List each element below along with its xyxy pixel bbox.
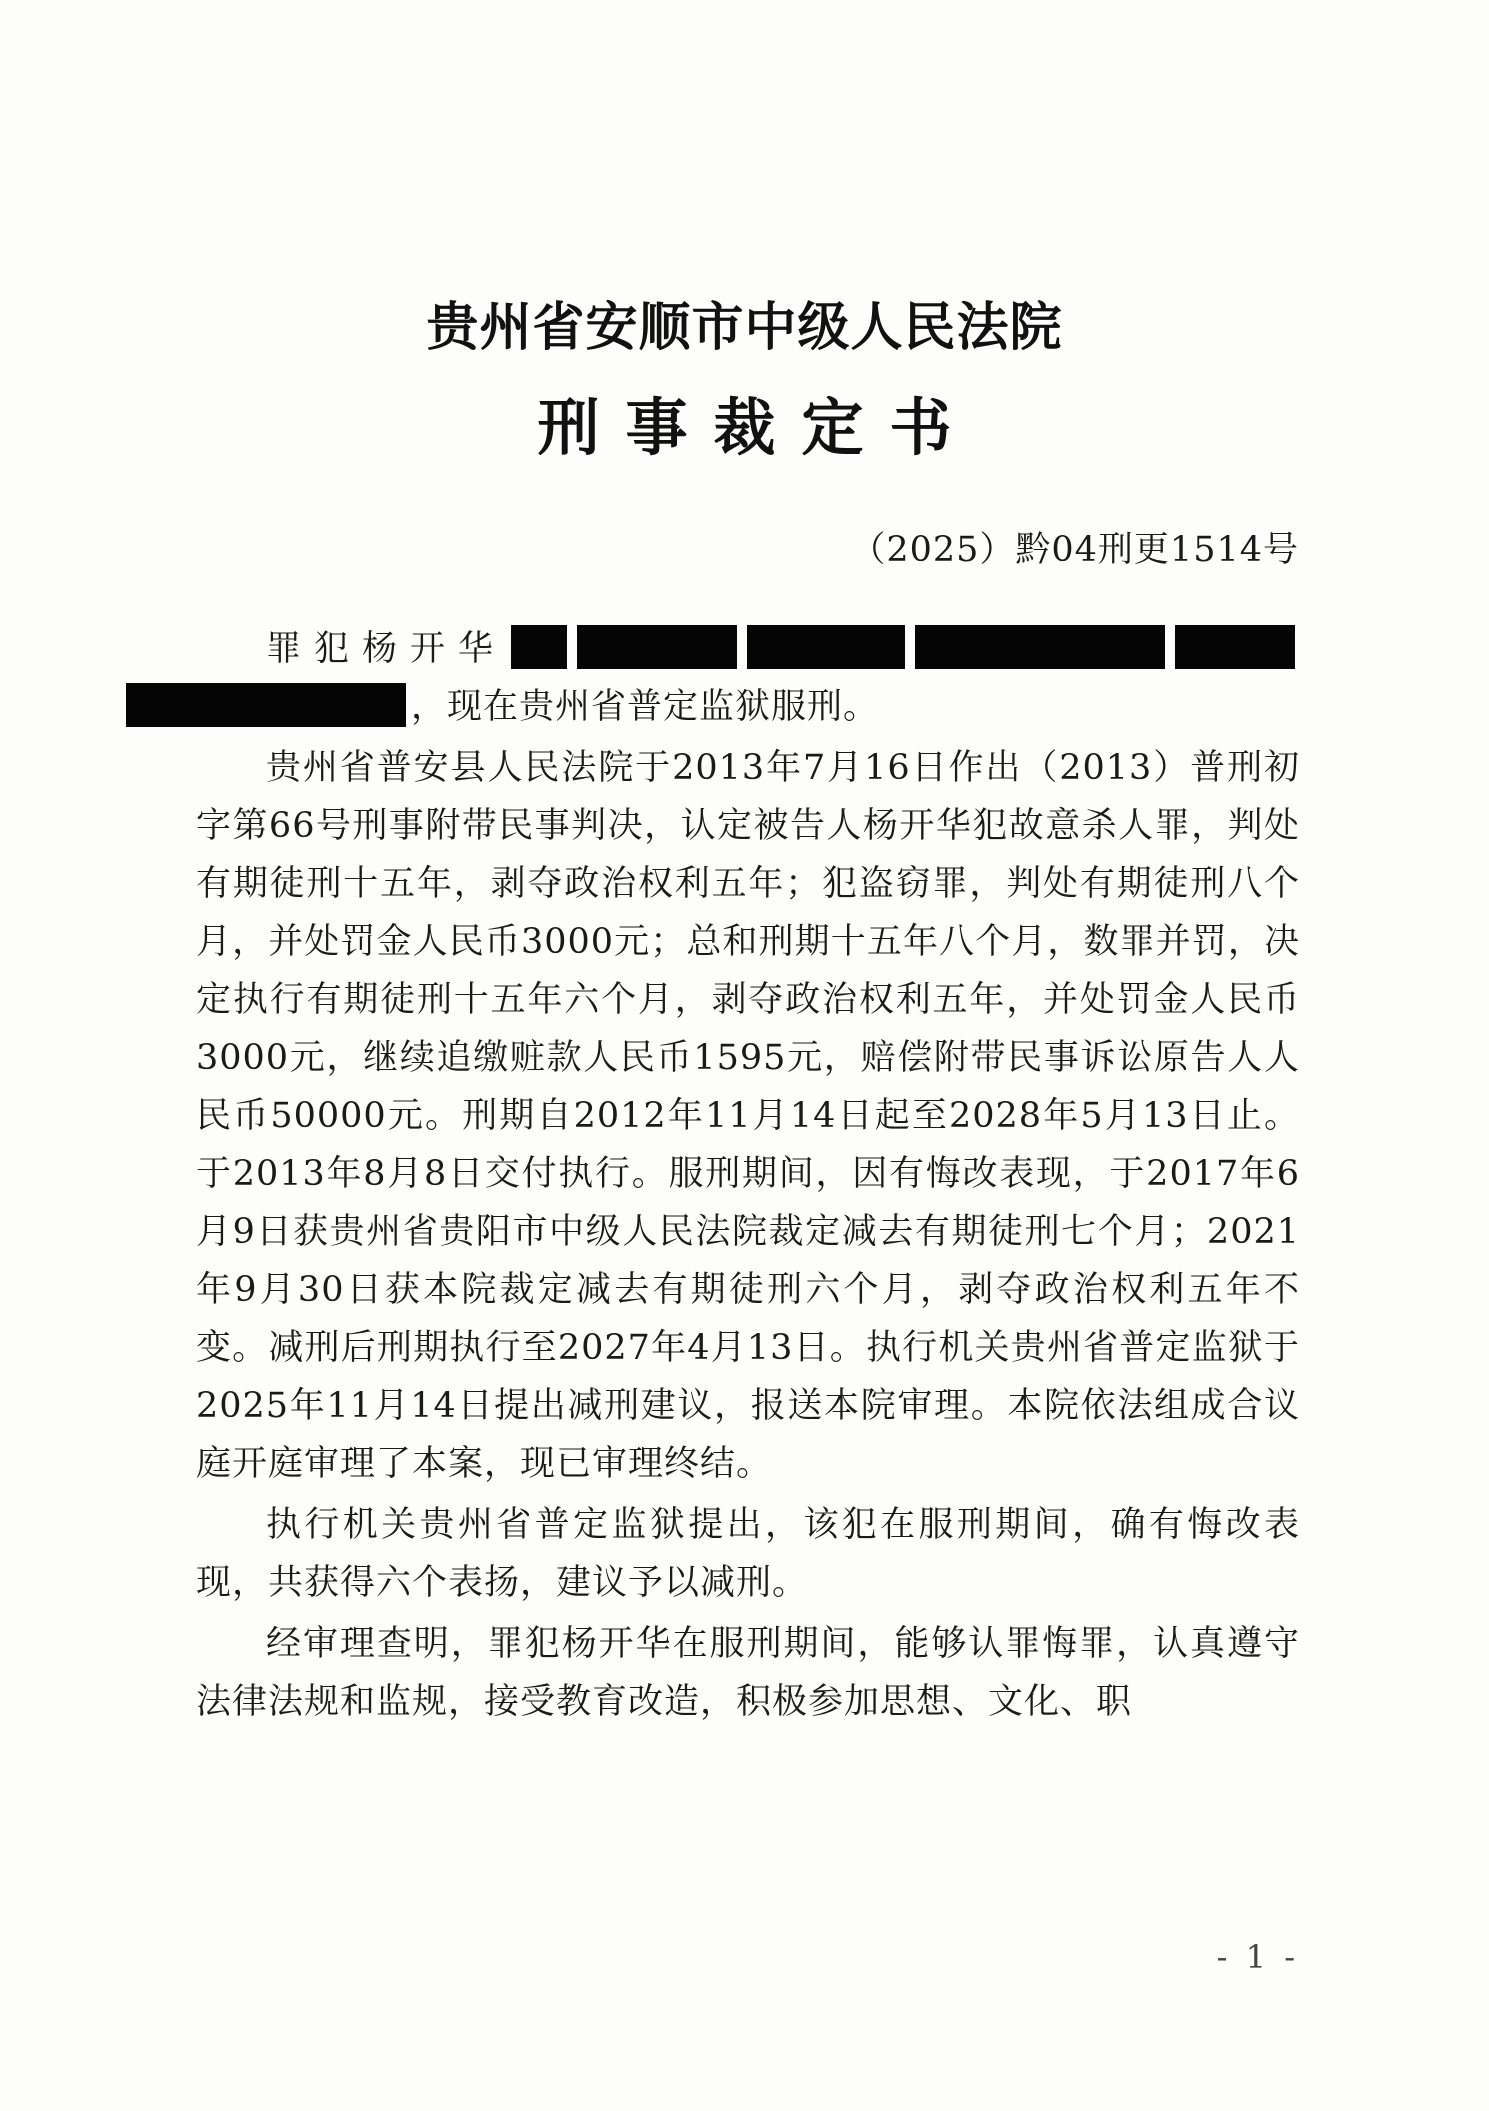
redaction-block: [126, 683, 406, 727]
redaction-block: [747, 625, 905, 669]
redaction-block: [915, 625, 1165, 669]
redaction-block: [511, 625, 567, 669]
defendant-location: ，现在贵州省普定监狱服刑。: [411, 687, 880, 727]
court-name: 贵州省安顺市中级人民法院: [426, 298, 1063, 358]
defendant-intro: 罪犯杨开华: [266, 629, 506, 669]
paragraph-history: 贵州省普安县人民法院于2013年7月16日作出（2013）普刑初字第66号刑事附带民事判决，认定被告人杨开华犯故意杀人罪，判处有期徒刑十五年，剥夺政治权利五年；犯盗窃罪，判处有期徒刑八个月，并处罚金人民币3000元；总和刑期十五年八个月，数罪并罚，决定执行有期徒刑十五年六个月，剥夺政治权利五年，并处罚金人民币3000元，继续追缴赃款人民币1595元，赔偿附带民事诉讼原告人人民币50000元。刑期自2012年11月14日起至2028年5月13日止。于2013年8月8日交付执行。服刑期间，因有悔改表现，于2017年6月9日获贵州省贵阳市中级人民法院裁定减去有期徒刑七个月；2021年9月30日获本院裁定减去有期徒刑六个月，剥夺政治权利五年不变。减刑后刑期执行至2027年4月13日。执行机关贵州省普定监狱于2025年11月14日提出减刑建议，报送本院审理。本院依法组成合议庭开庭审理了本案，现已审理终结。: [196, 748, 1300, 1484]
redaction-block: [1175, 625, 1295, 669]
paragraph-findings: 经审理查明，罪犯杨开华在服刑期间，能够认罪悔罪，认真遵守法律法规和监规，接受教育改造，积极参加思想、文化、职: [196, 1624, 1300, 1722]
paragraph-proposal: 执行机关贵州省普定监狱提出，该犯在服刑期间，确有悔改表现，共获得六个表扬，建议予以减刑。: [196, 1505, 1300, 1603]
document-body: [196, 620, 1300, 1734]
case-number: （2025）黔04刑更1514号: [850, 530, 1299, 570]
paragraph-defendant: [196, 620, 1300, 736]
document-type-title: 刑事裁定书: [537, 391, 978, 464]
redaction-block: [577, 625, 737, 669]
page-number: - 1 -: [1216, 1938, 1299, 1976]
